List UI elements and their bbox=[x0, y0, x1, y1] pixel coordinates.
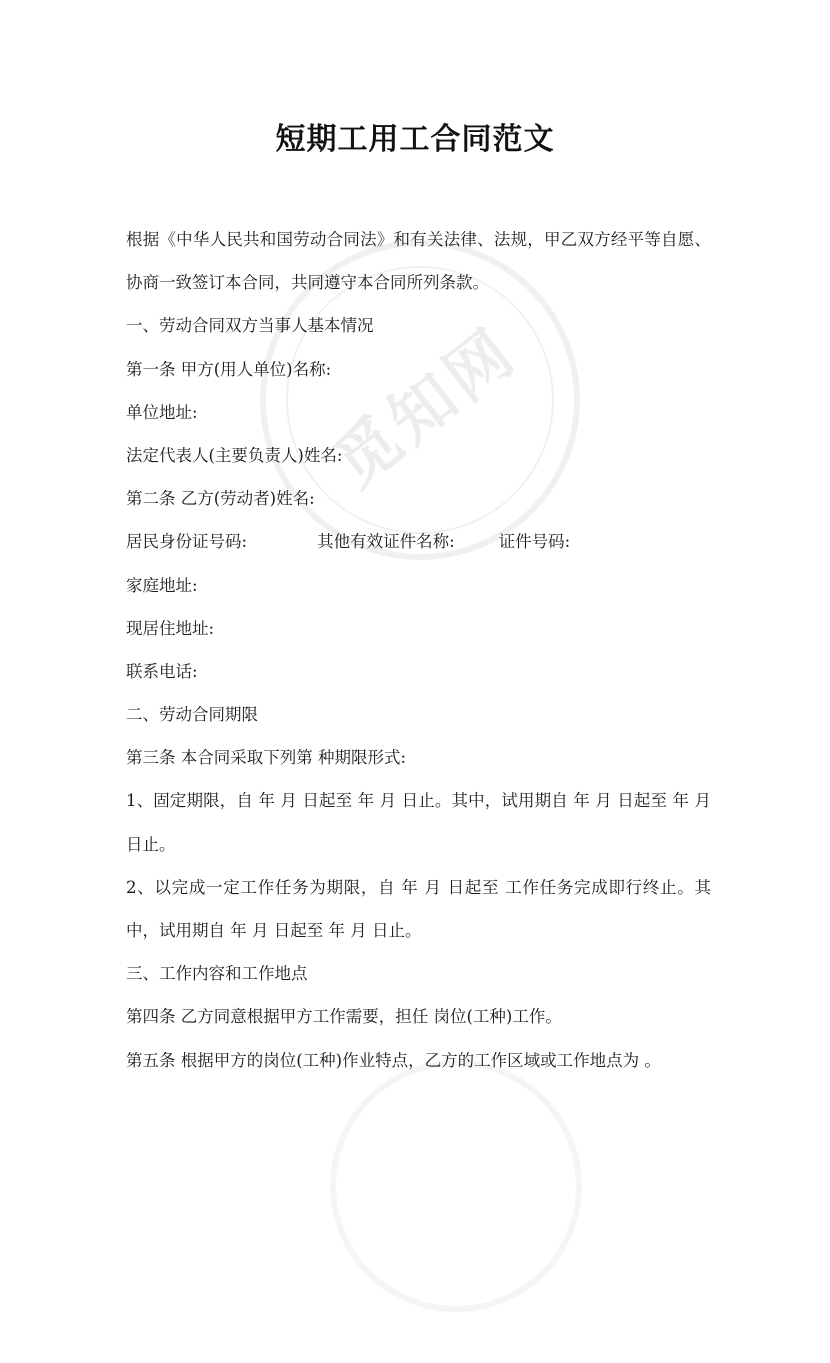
document-body bbox=[126, 218, 711, 1082]
watermark-text: 觅知网 bbox=[320, 313, 532, 502]
term-option-fixed: 1、固定期限，自 年 月 日起至 年 月 日止。其中，试用期自 年 月 日起至 年 月 日止。 bbox=[126, 791, 711, 854]
section-heading-1: 一、劳动合同双方当事人基本情况 bbox=[126, 316, 374, 336]
clause-2-employee-name: 第二条 乙方(劳动者)姓名: bbox=[126, 489, 315, 509]
section-heading-2: 二、劳动合同期限 bbox=[126, 705, 258, 725]
intro-paragraph: 根据《中华人民共和国劳动合同法》和有关法律、法规，甲乙双方经平等自愿、协商一致签订本合同，共同遵守本合同所列条款。 bbox=[126, 230, 711, 293]
clause-1-employer-name: 第一条 甲方(用人单位)名称: bbox=[126, 359, 332, 379]
other-id-name-label: 其他有效证件名称: bbox=[317, 532, 455, 552]
employer-address: 单位地址: bbox=[126, 402, 198, 422]
term-option-task: 2、以完成一定工作任务为期限，自 年 月 日起至 工作任务完成即行终止。其中，试用期自 年 月 日起至 年 月 日止。 bbox=[126, 877, 711, 941]
home-address: 家庭地址: bbox=[126, 575, 198, 595]
id-number-label: 居民身份证号码: bbox=[126, 532, 248, 552]
contact-phone: 联系电话: bbox=[126, 661, 198, 681]
section-heading-3: 三、工作内容和工作地点 bbox=[126, 964, 308, 984]
current-address: 现居住地址: bbox=[126, 618, 215, 638]
clause-5-work-location: 第五条 根据甲方的岗位(工种)作业特点，乙方的工作区域或工作地点为 。 bbox=[126, 1050, 661, 1070]
id-no-label: 证件号码: bbox=[498, 532, 571, 552]
document-title: 短期工用工合同范文 bbox=[275, 122, 555, 157]
legal-representative: 法定代表人(主要负责人)姓名: bbox=[126, 445, 343, 465]
clause-3-term-form: 第三条 本合同采取下列第 种期限形式: bbox=[126, 748, 407, 768]
clause-4-position: 第四条 乙方同意根据甲方工作需要，担任 岗位(工种)工作。 bbox=[126, 1007, 562, 1027]
id-info-line bbox=[126, 520, 711, 563]
